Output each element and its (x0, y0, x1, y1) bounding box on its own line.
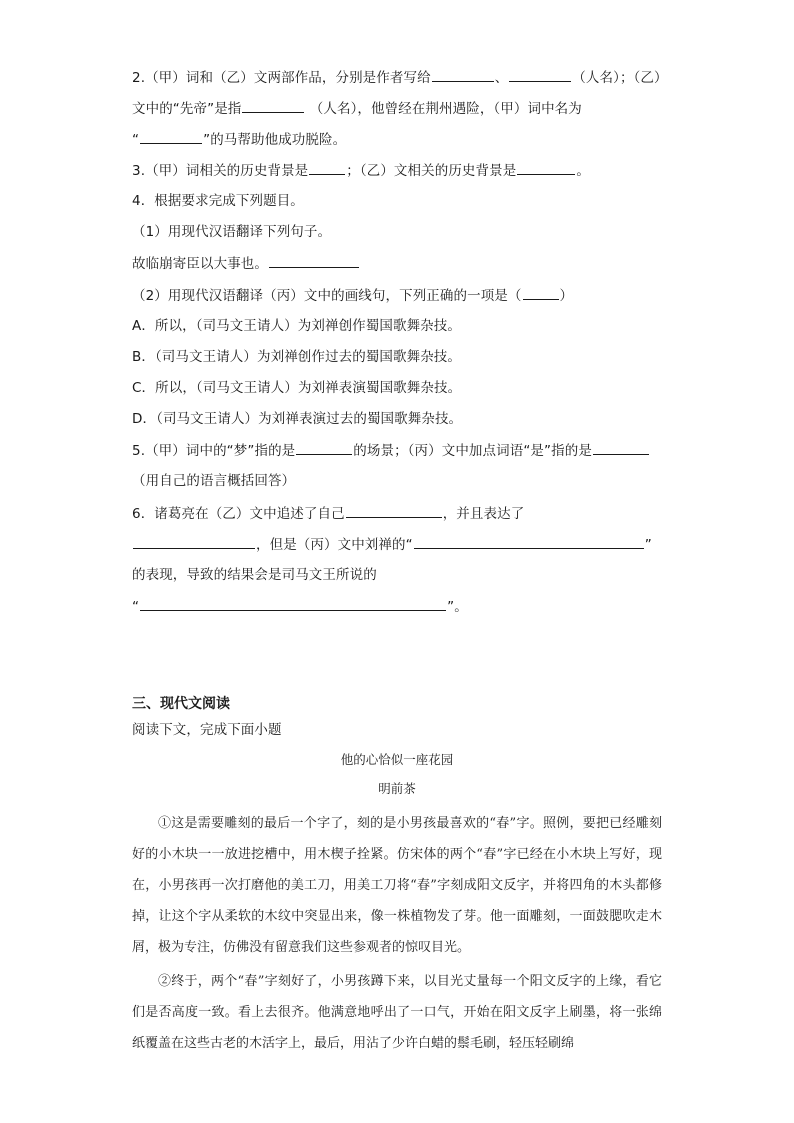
q6-line-2 (132, 534, 652, 555)
answer-blank[interactable] (509, 67, 571, 82)
article-paragraph-2: ②终于，两个“春”字刻好了，小男孩蹲下来，以目光丈量每一个阳文反字的上缘，看它们是否高度一致。看上去很齐。他满意地呼出了一口气，开始在阳文反字上刷墨，将一张绵纸覆盖在这些古老的木活字上，最后，用沾了少许白蜡的鬃毛刷，轻压轻刷绵 (132, 974, 662, 1051)
reading-instruction: 阅读下文，完成下面小题 (132, 722, 282, 738)
q6-text: ” (644, 537, 652, 553)
section-title: 三、现代文阅读 (132, 696, 230, 712)
q2-line-3 (132, 129, 346, 150)
q4-title: 4．根据要求完成下列题目。 (132, 193, 304, 209)
q4-sub2-text: ） (559, 288, 574, 304)
q6-text: 6．诸葛亮在（乙）文中追述了自己 (132, 506, 345, 522)
q5-line-1 (132, 440, 650, 461)
option-d[interactable]: D．（司马文王请人）为刘禅表演过去的蜀国歌舞杂技。 (132, 411, 463, 427)
q2-text: ”的马帮助他成功脱险。 (203, 132, 347, 148)
q4-sub2-text: （2）用现代汉语翻译（丙）文中的画线句，下列正确的一项是（ (132, 288, 522, 304)
q2-text: （人名），他曾经在荆州遇险，（甲）词中名为 (305, 101, 582, 117)
option-b[interactable]: B．（司马文王请人）为刘禅创作过去的蜀国歌舞杂技。 (132, 349, 462, 365)
answer-blank[interactable] (296, 440, 352, 455)
answer-blank[interactable] (309, 160, 345, 175)
q2-text: （人名）；（乙） (572, 70, 668, 86)
q2-text: 、 (494, 70, 509, 86)
answer-blank[interactable] (346, 503, 442, 518)
q6-line-4 (132, 596, 468, 617)
q2-line-2 (132, 98, 582, 119)
q4-sub1: （1）用现代汉语翻译下列句子。 (132, 224, 332, 240)
answer-blank[interactable] (593, 440, 649, 455)
q3-text: ；（乙）文相关的历史背景是 (346, 163, 517, 179)
q2-text: “ (132, 132, 140, 148)
answer-blank[interactable] (133, 534, 255, 549)
q6-line-3: 的表现，导致的结果会是司马文王所说的 (132, 567, 377, 583)
q5-text: 5.（甲）词中的“梦”指的是 (132, 443, 296, 459)
q4-sentence-line (132, 253, 360, 274)
answer-blank[interactable] (414, 534, 644, 549)
article-paragraph-1: ①这是需要雕刻的最后一个字了，刻的是小男孩最喜欢的“春”字。照例，要把已经雕刻好的小木块一一放进挖槽中，用木楔子拴紧。仿宋体的两个“春”字已经在小木块上写好，现在，小男孩再一次打磨他的美工刀，用美工刀将“春”字刻成阳文反字，并将四角的木头都修掉，让这个字从柔软的木纹中突显出来，像一株植物发了芽。他一面雕刻，一面鼓腮吹走木屑，极为专注，仿佛没有留意我们这些参观者的惊叹目光。 (132, 816, 662, 955)
q3-text: 。 (576, 163, 590, 179)
q5-line-2: （用自己的语言概括回答） (132, 473, 296, 489)
q2-text: 文中的“先帝”是指 (132, 101, 242, 117)
answer-blank[interactable] (523, 285, 559, 300)
q6-text: ，但是（丙）文中刘禅的“ (256, 537, 413, 553)
q2-line-1 (132, 67, 668, 88)
article-author: 明前茶 (378, 781, 416, 796)
option-a[interactable]: A．所以，（司马文王请人）为刘禅创作蜀国歌舞杂技。 (132, 318, 461, 334)
q5-text: 的场景；（丙）文中加点词语“是”指的是 (353, 443, 592, 459)
answer-blank[interactable] (242, 98, 304, 113)
option-c[interactable]: C．所以，（司马文王请人）为刘禅表演蜀国歌舞杂技。 (132, 380, 462, 396)
q6-line-1 (132, 503, 524, 524)
answer-blank[interactable] (269, 253, 359, 268)
answer-blank[interactable] (140, 129, 202, 144)
answer-blank[interactable] (432, 67, 494, 82)
q6-text: “ (132, 599, 140, 615)
q3-line (132, 160, 590, 181)
q3-text: 3.（甲）词相关的历史背景是 (132, 163, 309, 179)
q6-text: ，并且表达了 (442, 506, 525, 522)
q6-text: ”。 (447, 599, 468, 615)
article-title: 他的心恰似一座花园 (340, 752, 454, 767)
q4-sub2 (132, 285, 573, 306)
answer-blank[interactable] (517, 160, 575, 175)
q2-text: 2.（甲）词和（乙）文两部作品，分别是作者写给 (132, 70, 431, 86)
answer-blank[interactable] (140, 596, 446, 611)
q4-sentence: 故临崩寄臣以大事也。 (132, 256, 268, 272)
